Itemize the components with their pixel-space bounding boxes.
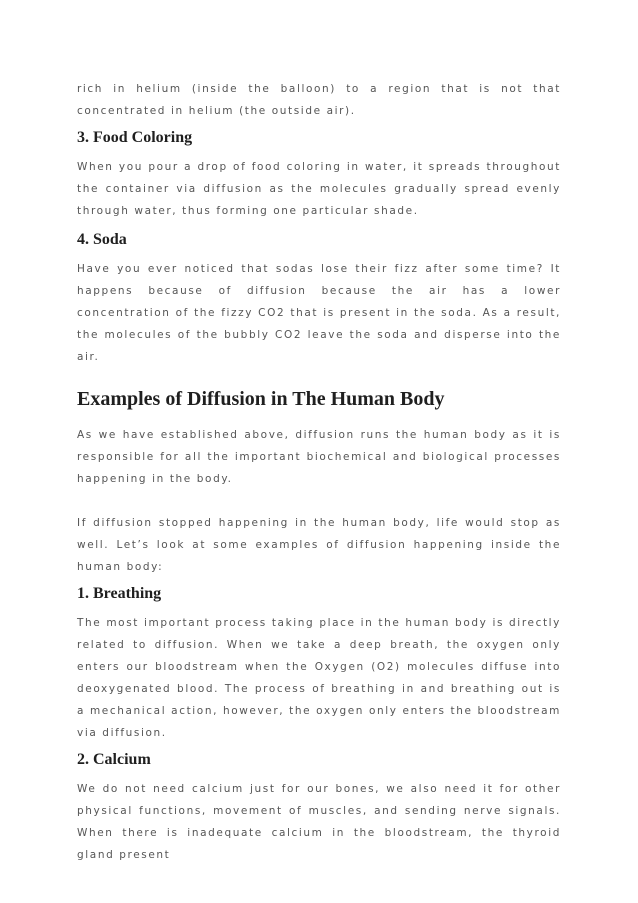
human-body-paragraph-2: If diffusion stopped happening in the human body, life would stop as well. Let’s look at some examples of diffusion happening inside the human body: bbox=[77, 517, 561, 573]
food-coloring-heading: 3. Food Coloring bbox=[77, 129, 193, 146]
human-body-heading: Examples of Diffusion in The Human Body bbox=[77, 388, 445, 410]
calcium-paragraph: We do not need calcium just for our bones, we also need it for other physical functions, movement of muscles, and sending nerve signals. When there is inadequate calcium in the bloodstream, the thyroid gland present bbox=[77, 783, 561, 861]
human-body-paragraph-1: As we have established above, diffusion runs the human body as it is responsible for all the important biochemical and biological processes happening in the body. bbox=[77, 429, 561, 485]
intro-paragraph: rich in helium (inside the balloon) to a region that is not that concentrated in helium (the outside air). bbox=[77, 83, 561, 117]
soda-heading: 4. Soda bbox=[77, 231, 127, 248]
breathing-paragraph: The most important process taking place in the human body is directly related to diffusion. When we take a deep breath, the oxygen only enters our bloodstream when the Oxygen (O2) molecules diffuse into deoxygenated blood. The process of breathing in and breathing out is a mechanical action, however, the oxygen only enters the bloodstream via diffusion. bbox=[77, 617, 561, 739]
food-coloring-paragraph: When you pour a drop of food coloring in water, it spreads throughout the container via diffusion as the molecules gradually spread evenly through water, thus forming one particular shade. bbox=[77, 161, 561, 217]
calcium-heading: 2. Calcium bbox=[77, 751, 151, 768]
document-page bbox=[77, 78, 561, 866]
soda-paragraph: Have you ever noticed that sodas lose their fizz after some time? It happens because of diffusion because the air has a lower concentration of the fizzy CO2 that is present in the soda. As a result, the molecules of the bubbly CO2 leave the soda and disperse into the air. bbox=[77, 263, 561, 363]
breathing-heading: 1. Breathing bbox=[77, 585, 162, 602]
